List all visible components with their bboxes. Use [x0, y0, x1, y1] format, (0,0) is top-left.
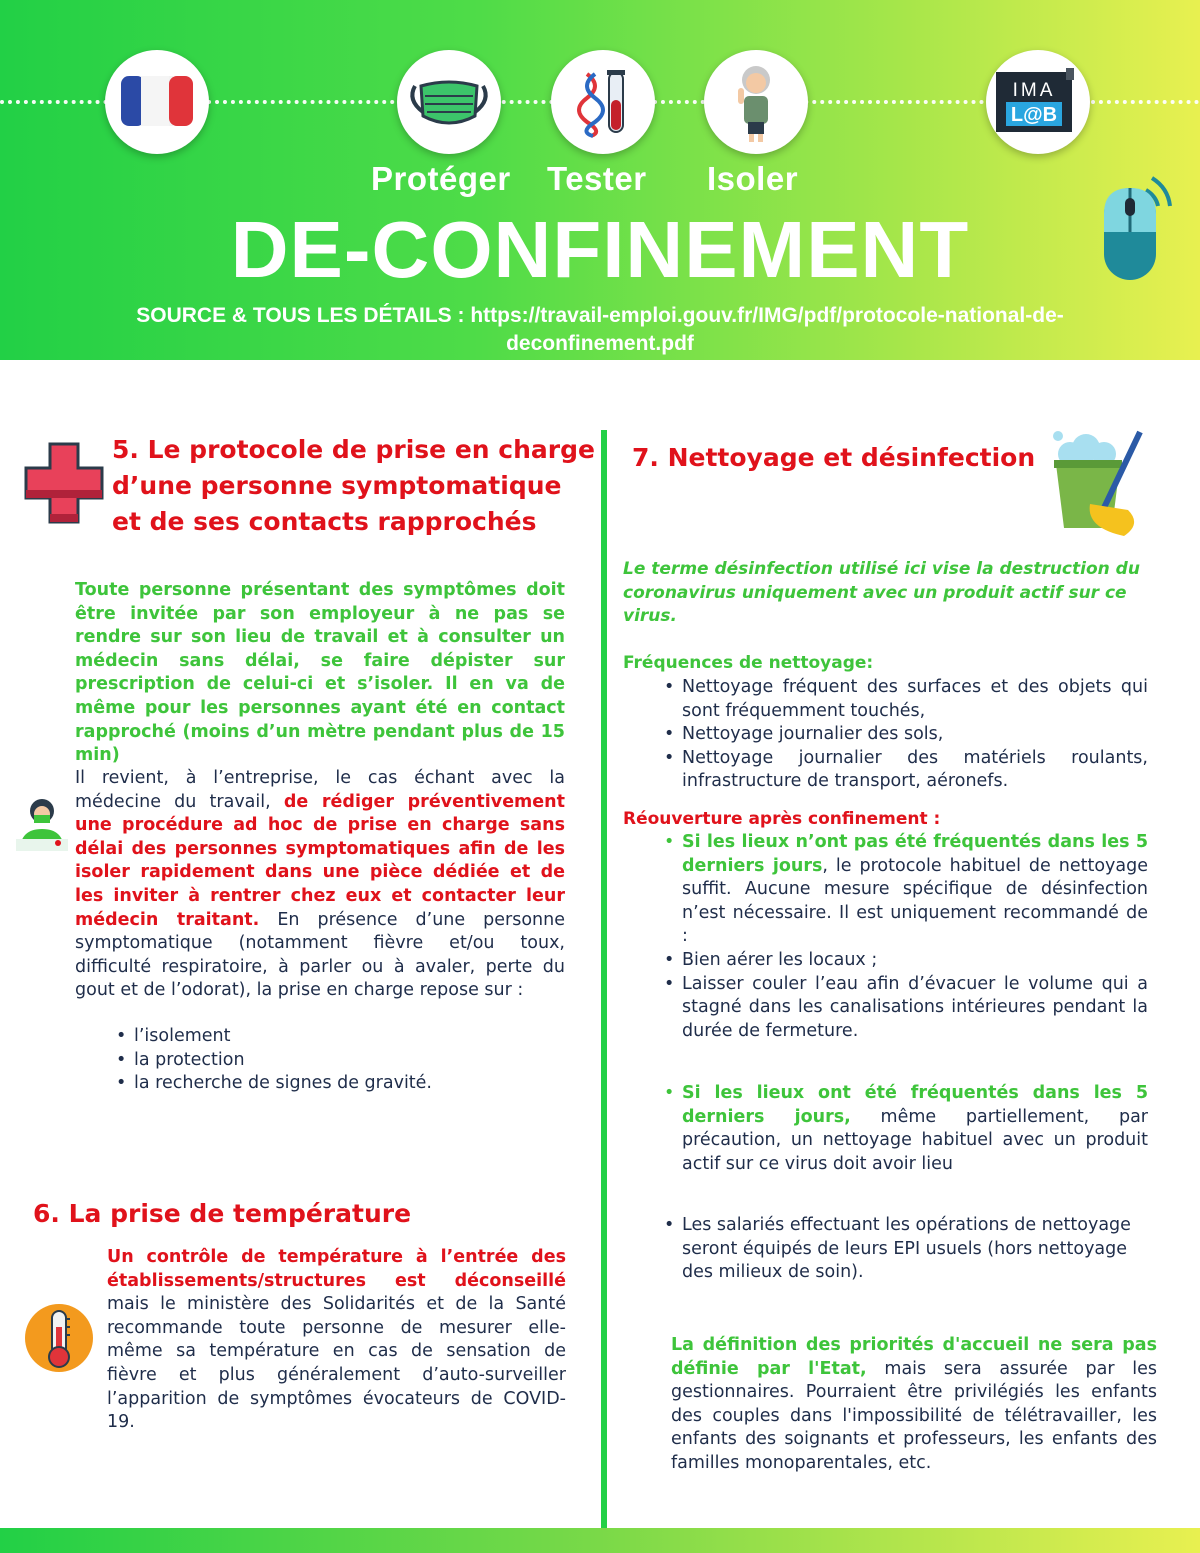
frequency-list [660, 676, 1148, 794]
flag-circle [105, 50, 209, 154]
list-item: • Bien aérer les locaux ; [660, 949, 1148, 973]
reopening-case2-list [660, 1082, 1148, 1176]
person-circle [704, 50, 808, 154]
section5-para2-part1: Il revient, à l’entreprise, le cas échant avec la médecine du travail, [75, 768, 565, 812]
reopening-case1-text: , le protocole habituel de nettoyage suffit. Aucune mesure spécifique de désinfection n’est nécessaire. Il est uniquement recommandé de : [682, 855, 1148, 947]
french-flag-icon [105, 50, 209, 154]
section7-intro: Le terme désinfection utilisé ici vise la destruction du coronavirus uniquement avec un produit actif sur ce virus. [623, 559, 1140, 627]
priorities-para [671, 1334, 1157, 1476]
section6-text: mais le ministère des Solidarités et de la Santé recommande toute personne de mesurer elle-même sa température en cas de sensation de fièvre et plus généralement d’auto-surveiller l’apparition de symptômes évocateurs de COVID-19. [107, 1294, 566, 1433]
priorities-text: mais sera assurée par les gestionnaires. Pourraient être privilégiés les enfants des couples dans l'impossibilité de télétravailler, les enfants des soignants et professeurs, les enfants des familles monoparentales, etc. [671, 1358, 1157, 1473]
list-item: • Nettoyage journalier des matériels roulants, infrastructure de transport, aéronefs. [660, 747, 1148, 794]
section5-para2-highlight: de rédiger préventivement une procédure ad hoc de prise en charge sans délai des personnes symptomatiques afin de les isoler rapidement dans une pièce dédiée et de les inviter à rentrer chez eux et contacter leur médecin traitant. [75, 791, 565, 930]
section5-para2-part3: En présence d’une personne symptomatique (notamment fièvre et/ou toux, difficulté respiratoire, à parler ou à avaler, perte du gout et de l’odorat), la prise en charge repose sur : [75, 909, 566, 1001]
priorities-highlight: La définition des priorités d'accueil ne sera pas définie par l'Etat, [671, 1335, 1157, 1379]
header-banner [0, 0, 1200, 360]
cleaning-bucket-icon [1046, 428, 1158, 540]
list-item: • Les salariés effectuant les opérations de nettoyage seront équipés de leurs EPI usuels (hors nettoyage des milieux de soin). [660, 1214, 1148, 1285]
section5-list [112, 1025, 572, 1096]
list-item: • Nettoyage journalier des sols, [660, 723, 1148, 747]
frequency-title: Fréquences de nettoyage: [623, 653, 874, 673]
medical-cross-icon [24, 440, 104, 526]
face-mask-icon [397, 50, 501, 154]
section5-para2 [75, 767, 565, 1003]
list-item: • la recherche de signes de gravité. [112, 1072, 572, 1096]
section6-highlight: Un contrôle de température à l’entrée des établissements/structures est déconseillé [107, 1247, 566, 1291]
list-item: • la protection [112, 1049, 572, 1073]
section6-para [107, 1246, 566, 1435]
nurse-icon [14, 793, 70, 853]
column-divider [601, 430, 607, 1528]
list-item [660, 1082, 1148, 1176]
list-item [660, 831, 1148, 949]
logo-top-text: IMA [1012, 80, 1056, 101]
reopening-case2-highlight: Si les lieux ont été fréquentés dans les 5 derniers jours, [682, 1083, 1148, 1127]
reopening-title: Réouverture après confinement : [623, 809, 941, 829]
list-item: • Nettoyage fréquent des surfaces et des objets qui sont fréquemment touchés, [660, 676, 1148, 723]
footer-bar [0, 1528, 1200, 1553]
reopening-case2-text: même partiellement, par précaution, un nettoyage habituel avec un produit actif sur ce virus doit avoir lieu [682, 1106, 1148, 1174]
imalab-logo-circle [986, 50, 1090, 154]
mask-circle [397, 50, 501, 154]
elderly-woman-icon [704, 50, 808, 154]
test-circle [551, 50, 655, 154]
keyword-tester: Tester [547, 160, 647, 197]
reopening-list [660, 831, 1148, 1043]
logo-bottom-text: L@B [1010, 104, 1058, 126]
list-item: • Laisser couler l’eau afin d’évacuer le volume qui a stagné dans les canalisations intérieures pendant la durée de fermeture. [660, 973, 1148, 1044]
reopening-case1-highlight: Si les lieux n’ont pas été fréquentés dans les 5 derniers jours [682, 832, 1148, 876]
thermometer-icon [24, 1303, 94, 1373]
source-link[interactable]: SOURCE & TOUS LES DÉTAILS : https://travail-emploi.gouv.fr/IMG/pdf/protocole-national-de-deconfinement.pdf [136, 304, 1064, 355]
section5-para1: Toute personne présentant des symptômes doit être invitée par son employeur à ne pas se rendre sur son lieu de travail et à consulter un médecin sans délai, se faire dépister sur prescription de celui-ci et s’isoler. Il en va de même pour les personnes ayant été en contact rapproché (moins d’un mètre pendant plus de 15 min) [75, 580, 565, 766]
keyword-proteger: Protéger [371, 160, 511, 197]
dna-test-tube-icon [551, 50, 655, 154]
keyword-isoler: Isoler [707, 160, 799, 197]
section7-title: 7. Nettoyage et désinfection [632, 443, 1036, 472]
section5-title: 5. Le protocole de prise en charge d’une personne symptomatique et de ses contacts rapprochés [112, 435, 595, 536]
epi-list [660, 1214, 1148, 1285]
page-title: DE-CONFINEMENT [230, 205, 970, 294]
imalab-logo [986, 50, 1090, 154]
section6-title: 6. La prise de température [33, 1199, 412, 1228]
list-item: • l’isolement [112, 1025, 572, 1049]
